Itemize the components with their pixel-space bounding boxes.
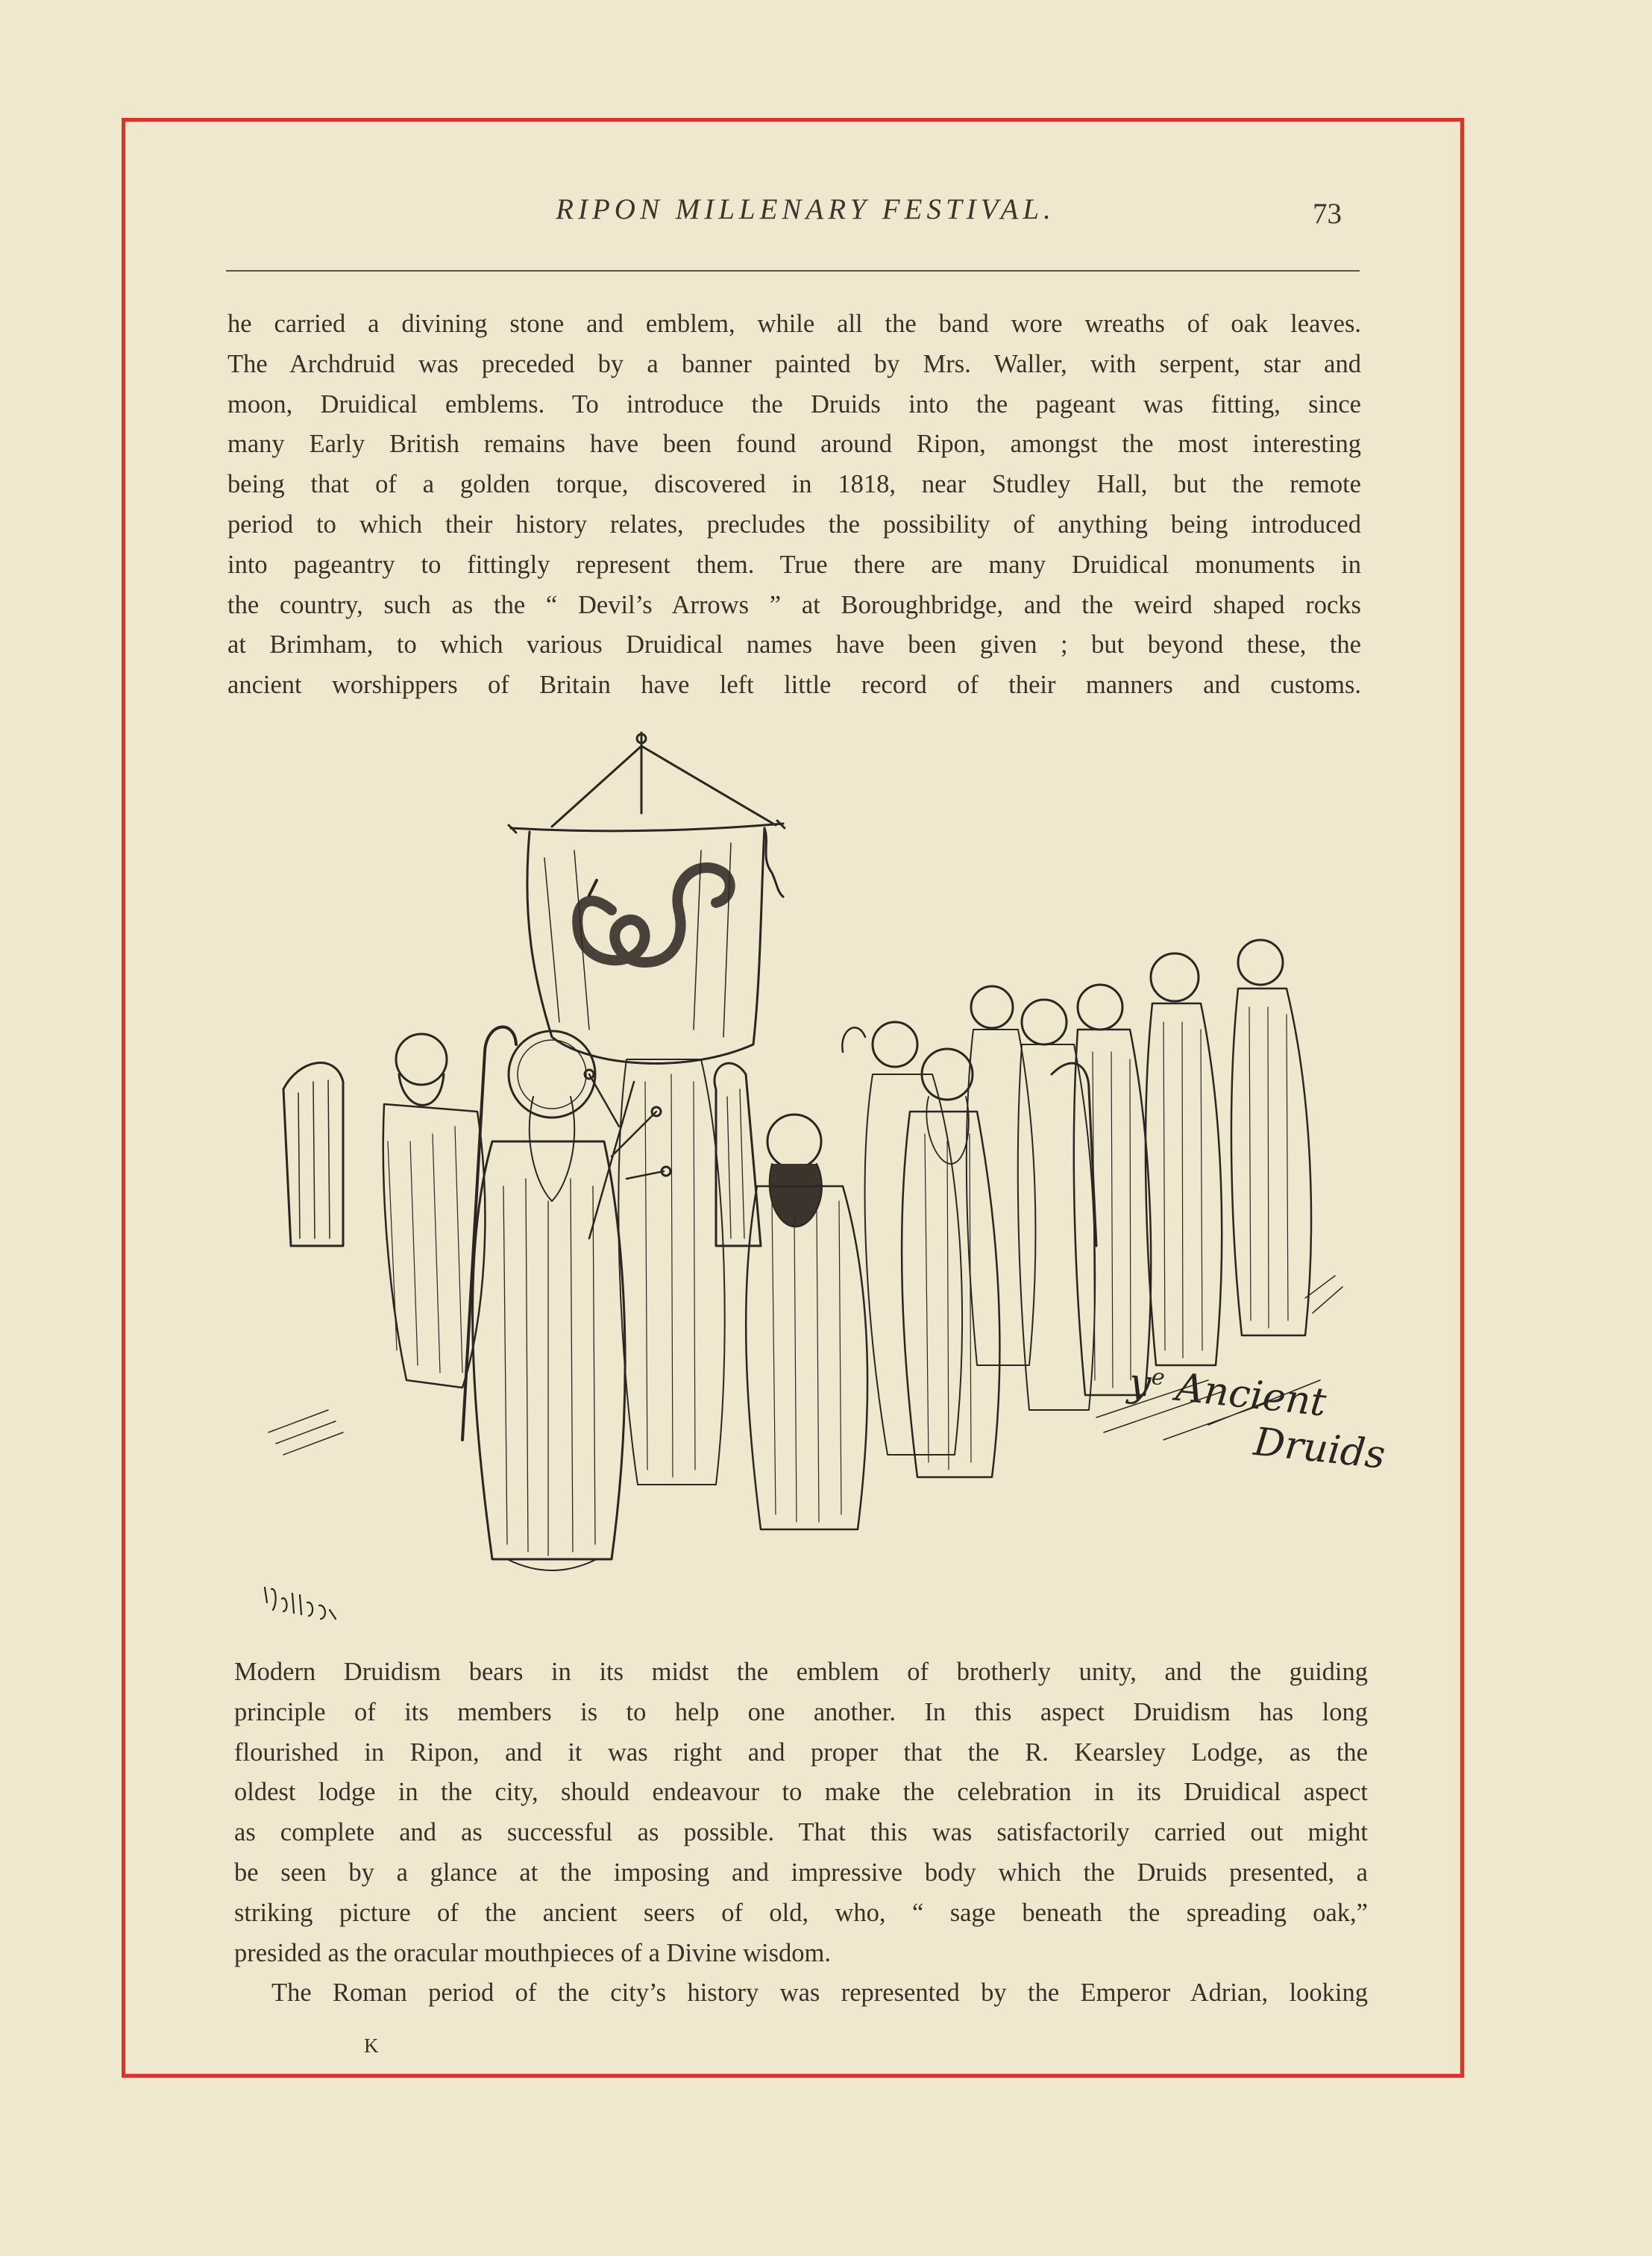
paragraph-2 [234,1652,1368,2014]
text-line: he carried a divining stone and emblem, while all the band wore wreaths of oak leaves. [227,310,1361,338]
caption-word-druids: Druids [1251,1420,1388,1479]
text-line: Modern Druidism bears in its midst the emblem of brotherly unity, and the guiding [234,1658,1368,1686]
text-line: the country, such as the “ Devil’s Arrows ” at Boroughbridge, and the weird shaped rocks [227,590,1361,619]
text-line: at Brimham, to which various Druidical names have been given ; but beyond these, the [227,630,1361,659]
text-line: presided as the oracular mouthpieces of a Divine wisdom. [234,1938,831,1967]
caption-superscript: e [1150,1363,1166,1391]
text-line: be seen by a glance at the imposing and impressive body which the Druids presented, a [234,1858,1368,1887]
text-line: being that of a golden torque, discovered in 1818, near Studley Hall, but the remote [227,470,1361,499]
artist-signature [0,0,1,1]
text-line: into pageantry to fittingly represent them. True there are many Druidical monuments in [227,550,1361,579]
text-line: striking picture of the ancient seers of old, who, “ sage beneath the spreading oak,” [234,1898,1368,1927]
page-number: 73 [1313,198,1342,230]
caption-y: y [1126,1360,1154,1407]
text-line: The Archdruid was preceded by a banner painted by Mrs. Waller, with serpent, star and [227,349,1361,378]
text-line: oldest lodge in the city, should endeavour to make the celebration in its Druidical aspect [234,1778,1368,1807]
text-line: The Roman period of the city’s history was represented by the Emperor Adrian, looking [271,1978,1368,2008]
text-line: flourished in Ripon, and it was right and proper that the R. Kearsley Lodge, as the [234,1738,1368,1767]
text-line: principle of its members is to help one another. In this aspect Druidism has long [234,1697,1368,1726]
running-head: RIPON MILLENARY FESTIVAL. [556,193,1055,225]
header-rule [226,270,1360,272]
text-line: moon, Druidical emblems. To introduce the Druids into the pageant was fitting, since [227,389,1361,419]
druids-procession-illustration [239,724,1432,1641]
text-line: period to which their history relates, precludes the possibility of anything being introduced [227,510,1361,539]
caption-word-ancient: Ancient [1173,1364,1329,1426]
text-line: as complete and as successful as possible. That this was satisfactorily carried out might [234,1818,1368,1847]
paragraph-1 [227,304,1361,706]
signature-mark: K [364,2034,379,2057]
text-line: ancient worshippers of Britain have left little record of their manners and customs. [227,671,1361,700]
artist-signature-mark [261,1580,343,1625]
text-line: many Early British remains have been found around Ripon, amongst the most interesting [227,430,1361,459]
